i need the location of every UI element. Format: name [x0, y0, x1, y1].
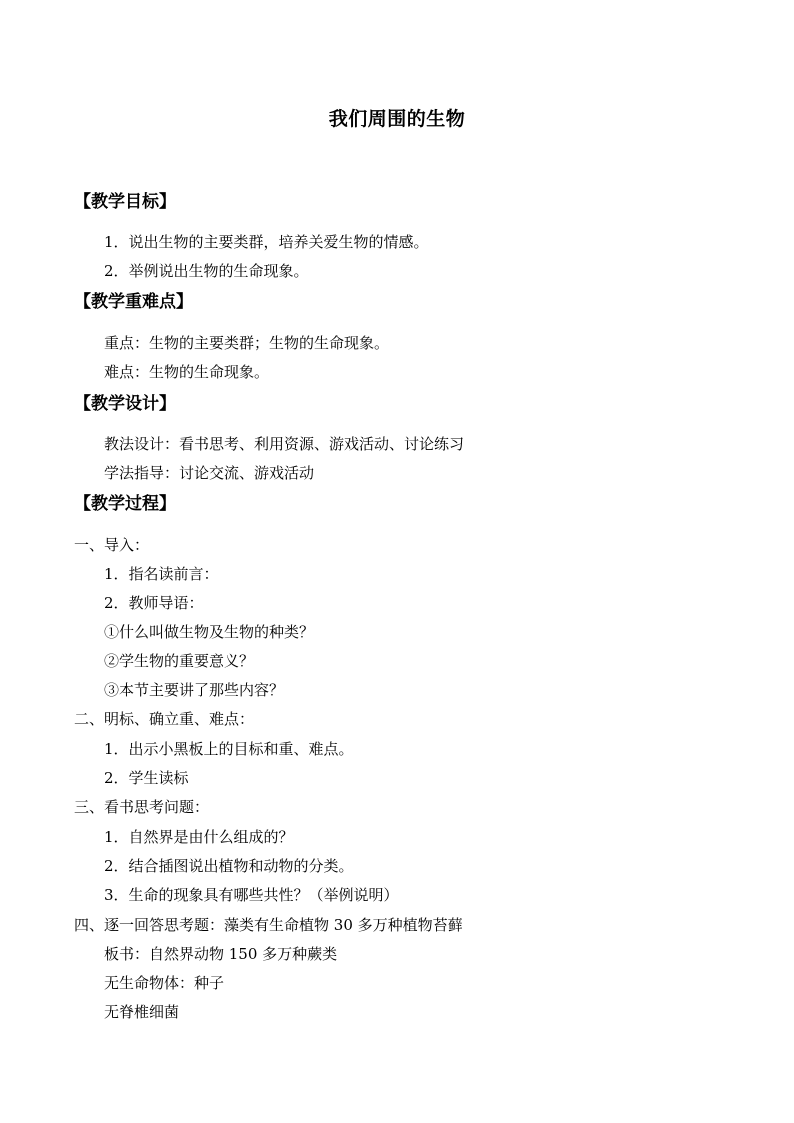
- design-item: 教法设计：看书思考、利用资源、游戏活动、讨论练习: [104, 435, 465, 453]
- process-step-heading: 一、导入：: [74, 536, 150, 554]
- process-line: 2．教师导语：: [104, 594, 204, 612]
- section-heading-objectives: 【教学目标】: [74, 192, 176, 212]
- process-line: 3．生命的现象具有哪些共性？（举例说明）: [104, 886, 399, 904]
- document-title: 我们周围的生物: [328, 108, 466, 130]
- process-line: 无脊椎细菌: [104, 1003, 180, 1021]
- process-line: 板书：自然界动物 150 多万种蕨类: [104, 945, 338, 963]
- process-line: 1．指名读前言：: [104, 565, 219, 583]
- process-line: 2．学生读标: [104, 769, 189, 787]
- objective-item: 2．举例说出生物的生命现象。: [104, 262, 309, 280]
- section-heading-key-points: 【教学重难点】: [74, 292, 193, 312]
- process-line: 无生命物体：种子: [104, 974, 225, 992]
- process-line: 2．结合插图说出植物和动物的分类。: [104, 857, 354, 875]
- key-point-item: 难点：生物的生命现象。: [104, 363, 270, 381]
- process-step-heading: 三、看书思考问题：: [74, 798, 210, 816]
- process-step-heading: 二、明标、确立重、难点：: [74, 710, 255, 728]
- section-heading-design: 【教学设计】: [74, 394, 176, 414]
- section-heading-process: 【教学过程】: [74, 494, 176, 514]
- process-line: ③本节主要讲了那些内容？: [104, 681, 285, 699]
- process-line: 1．自然界是由什么组成的？: [104, 828, 294, 846]
- process-line: ②学生物的重要意义？: [104, 652, 255, 670]
- process-step-heading: 四、逐一回答思考题：藻类有生命植物 30 多万种植物苔藓: [74, 916, 463, 934]
- objective-item: 1．说出生物的主要类群，培养关爱生物的情感。: [104, 233, 429, 251]
- key-point-item: 重点：生物的主要类群；生物的生命现象。: [104, 334, 390, 352]
- process-line: 1．出示小黑板上的目标和重、难点。: [104, 740, 354, 758]
- design-item: 学法指导：讨论交流、游戏活动: [104, 464, 315, 482]
- process-line: ①什么叫做生物及生物的种类？: [104, 623, 315, 641]
